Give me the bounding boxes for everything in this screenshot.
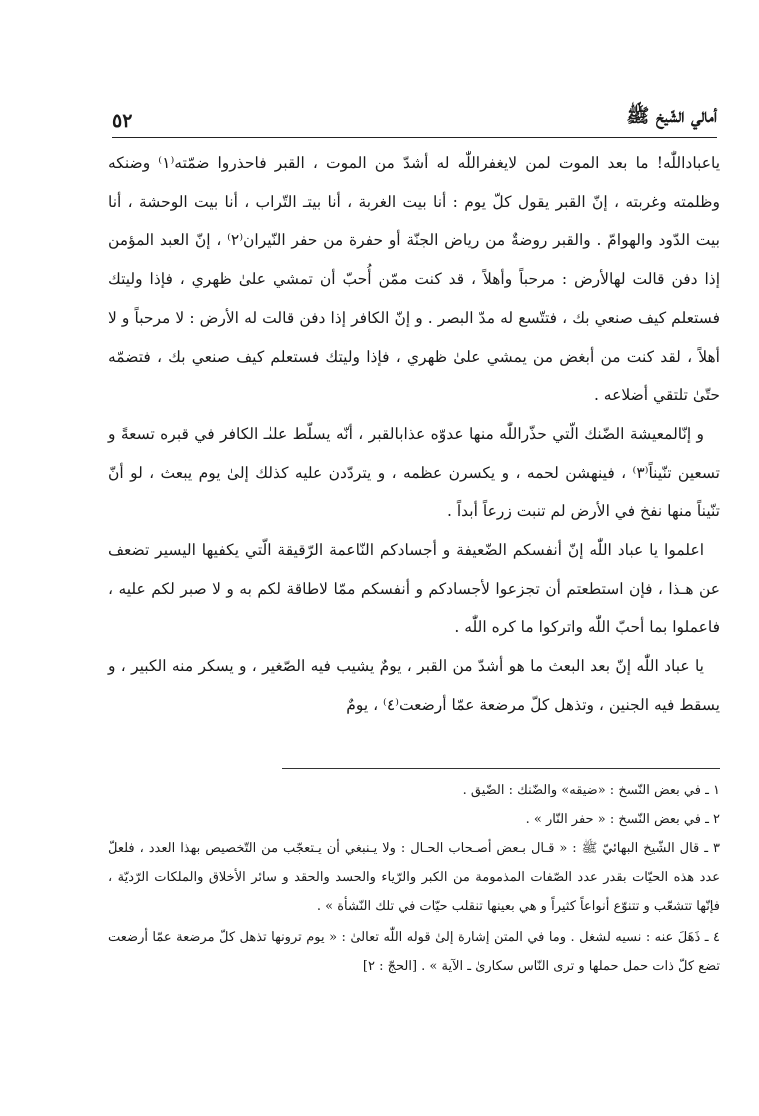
header-rule xyxy=(112,137,717,138)
paragraph: ياعباداللّٰه! ما بعد الموت لمن لايغفراللّٰه له أشدّ من الموت ، القبر فاحذروا ضمّته⁽١⁾ وضنكه وظلمته وغربته ، إنّ القبر يقول كلّ يوم : أنا بيت الغربة ، أنا بيتـ التّراب ، أنا بيت الوحشة ، أنا بيت الدّود والهوامّ . والقبر روضةٌ من رياض الجنّة أو حفرة من حفر النّيران⁽٢⁾ ، إنّ العبد المؤمن إذا دفن قالت لهالأرض : مرحباً وأهلاً ، قد كنت ممّن أُحبّ أن تمشي علىٰ ظهري ، فإذا وليتك فستعلم كيف صنعي بك ، فتتّسع له مدّ البصر . و إنّ الكافر إذا دفن قالت له الأرض : لا مرحباً و لا أهلاً ، لقد كنت من أبغض من يمشي علىٰ ظهري ، فإذا وليتك فستعلم كيف صنعي بك ، فتضمّه حتّىٰ تلتقي أضلاعه . xyxy=(108,154,721,405)
paragraph: يا عباد اللّٰه إنّ بعد البعث ما هو أشدّ من القبر ، يومٌ يشيب فيه الصّغير ، و يسكر منه الكبير ، و يسقط فيه الجنين ، وتذهل كلّ مرضعة عمّا أرضعت⁽٤⁾ ، يومٌ xyxy=(108,657,720,714)
footnote: ٤ ـ ذَهَلَ عنه : نسيه لشغل . وما في المتن إشارة إلىٰ قوله اللّٰه تعالىٰ : « يوم ترونها تذهل كلّ مرضعة عمّا أرضعت تضع كلّ ذات حمل حملها و ترى النّاس سكارىٰ ـ الآية » . [الحجّ : ٢] xyxy=(108,930,720,974)
paragraph: و إنّالمعيشة الضّنك الّتي حذّراللّٰه منها عدوّه عذابالقبر ، أنّه يسلّط علىٰـ الكافر في قبره تسعةً و تسعين تنّيناً⁽٣⁾ ، فينهشن لحمه ، و يكسرن عظمه ، و يتردّدن عليه كذلك إلىٰ يوم يبعث ، لو أنّ تنّيناً منها نفخ في الأرض لم تنبت زرعاً أبداً . xyxy=(108,424,720,521)
page-number: ٥٢ xyxy=(112,110,133,132)
running-title: أمالي الشّيخ ﷺ xyxy=(626,105,717,127)
footnote-divider xyxy=(282,768,720,769)
footnote: ٢ ـ في بعض النّسخ : « حفر النّار » . xyxy=(525,812,720,827)
footnote: ١ ـ في بعض النّسخ : «ضيقه» والضّنك : الضّيق . xyxy=(462,783,720,798)
footnote: ٣ ـ قال الشّيخ البهائيّ ﷺ : « قـال بـعض أصـحاب الحـال : ولا يـنبغي أن يـتعجّب من التّخصيص بهذا العدد ، فلعلّ عدد هذه الحيّات بقدر عدد الصّفات المذمومة من الكبر والرّياء والحسد والحقد و سائر الأخلاق والملكات الرّديّة ، فإنّها تتشعّب و تتنوّع أنواعاً كثيراً و هي بعينها تنقلب حيّات في تلك النّشأة » . xyxy=(108,841,720,914)
page-header xyxy=(112,92,717,132)
paragraph: اعلموا يا عباد اللّٰه إنّ أنفسكم الضّعيفة و أجسادكم النّاعمة الرّقيقة الّتي يكفيها اليسير تضعف عن هـذا ، فإن استطعتم أن تجزعوا لأجسادكم و أنفسكم ممّا لاطاقة لكم به و لا صبر لكم عليه ، فاعملوا بما أحبّ اللّٰه واتركوا ما كره اللّٰه . xyxy=(108,541,720,637)
footnotes xyxy=(108,776,720,981)
main-text xyxy=(108,144,720,725)
